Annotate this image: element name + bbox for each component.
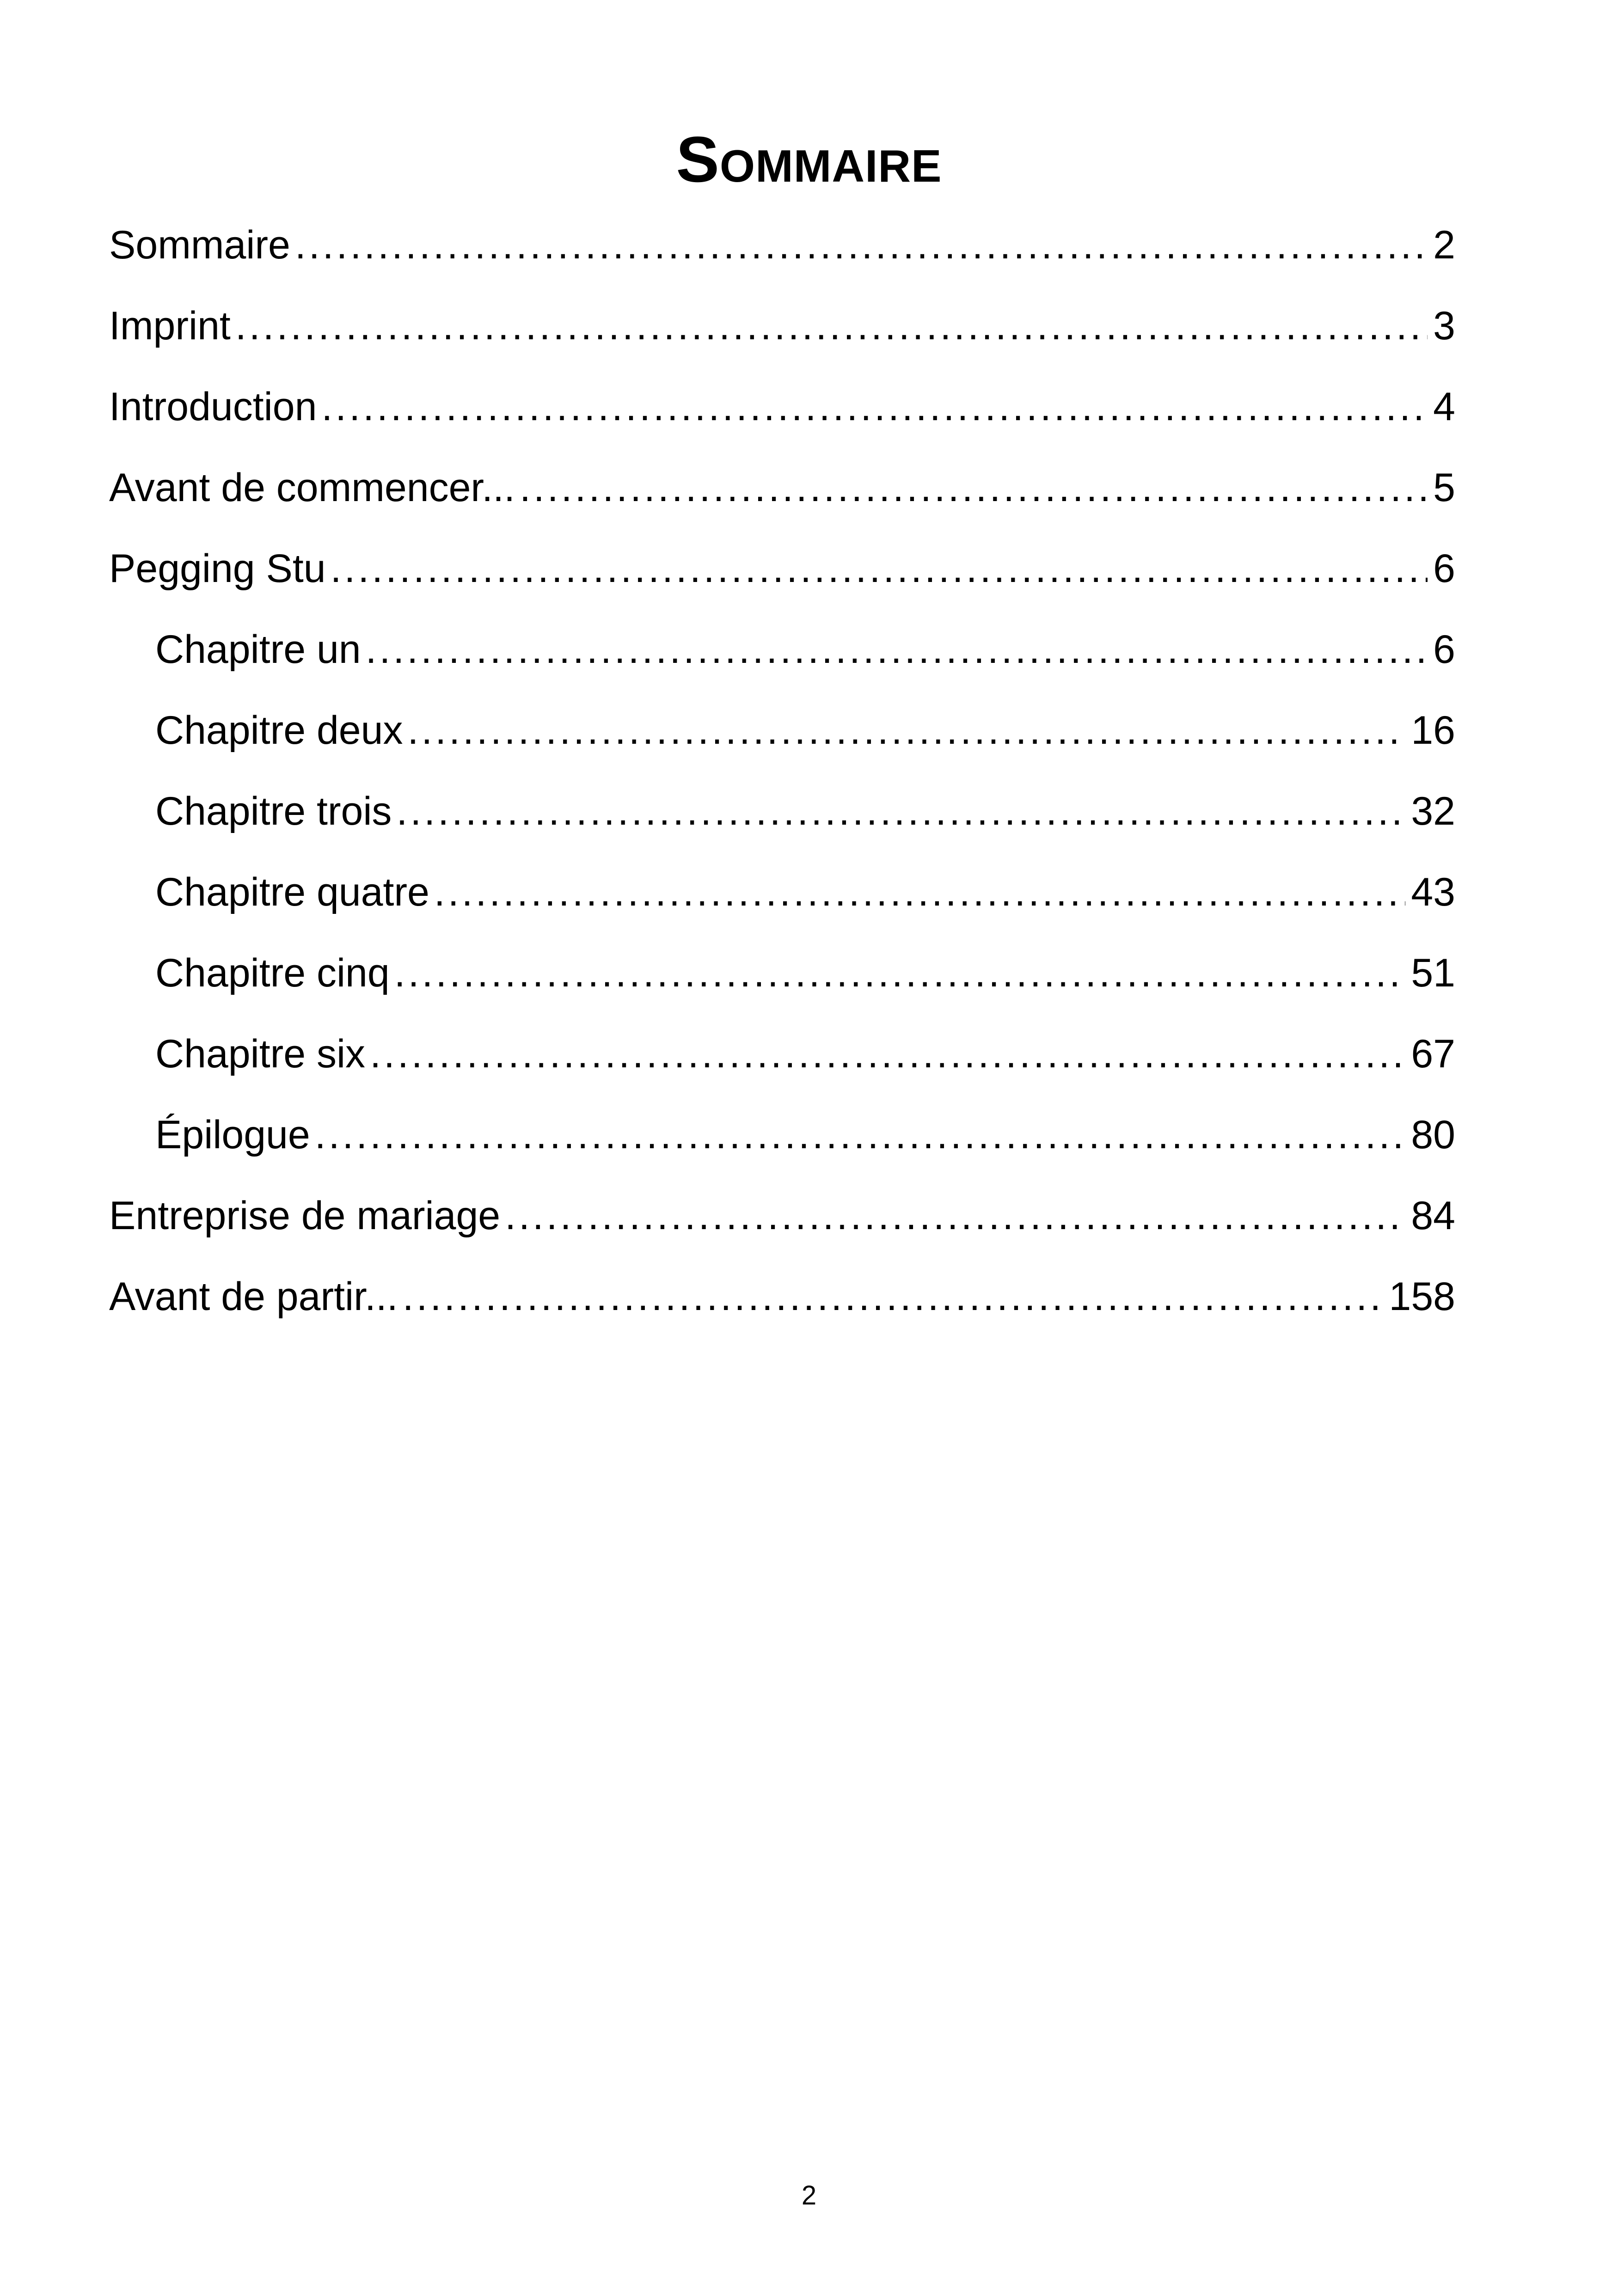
toc-entry-label: Chapitre cinq bbox=[155, 951, 390, 995]
toc-entry-chapitre-quatre[interactable] bbox=[155, 864, 1455, 920]
page-title: Sommaire bbox=[676, 123, 942, 196]
dot-leader bbox=[331, 541, 1428, 596]
toc-entry-label: Chapitre six bbox=[155, 1032, 366, 1076]
toc-entry-sommaire[interactable] bbox=[109, 217, 1455, 273]
toc-entry-label: Imprint bbox=[109, 304, 231, 348]
toc-entry-chapitre-six[interactable] bbox=[155, 1026, 1455, 1082]
toc-entry-entreprise-de-mariage[interactable] bbox=[109, 1188, 1455, 1243]
toc-entry-chapitre-cinq[interactable] bbox=[155, 945, 1455, 1001]
toc-entry-label: Pegging Stu bbox=[109, 546, 326, 591]
dot-leader bbox=[505, 1188, 1405, 1243]
toc-entry-page: 80 bbox=[1411, 1113, 1455, 1157]
dot-leader bbox=[407, 703, 1405, 758]
toc-entry-label: Épilogue bbox=[155, 1113, 310, 1157]
page-number: 2 bbox=[801, 2180, 817, 2210]
toc-entry-page: 3 bbox=[1433, 304, 1455, 348]
toc-entry-label: Chapitre un bbox=[155, 627, 361, 672]
toc-entry-avant-de-commencer[interactable] bbox=[109, 460, 1455, 515]
toc-entry-chapitre-trois[interactable] bbox=[155, 784, 1455, 839]
toc-entry-page: 2 bbox=[1433, 223, 1455, 267]
toc-entry-label: Avant de partir... bbox=[109, 1274, 398, 1319]
dot-leader bbox=[394, 945, 1406, 1001]
dot-leader bbox=[370, 1026, 1405, 1082]
toc-entry-page: 32 bbox=[1411, 789, 1455, 833]
dot-leader bbox=[434, 864, 1406, 920]
dot-leader bbox=[295, 217, 1428, 273]
toc-entry-label: Entreprise de mariage bbox=[109, 1194, 501, 1238]
dot-leader bbox=[235, 298, 1428, 354]
toc-entry-label: Introduction bbox=[109, 385, 317, 429]
toc-entry-label: Chapitre deux bbox=[155, 708, 403, 753]
toc-entry-chapitre-un[interactable] bbox=[155, 622, 1455, 677]
dot-leader bbox=[403, 1269, 1384, 1324]
toc-entry-page: 16 bbox=[1411, 708, 1455, 753]
toc-entry-page: 51 bbox=[1411, 951, 1455, 995]
toc-entry-label: Chapitre trois bbox=[155, 789, 392, 833]
toc-entry-page: 4 bbox=[1433, 385, 1455, 429]
toc-entry-page: 5 bbox=[1433, 465, 1455, 510]
dot-leader bbox=[321, 379, 1428, 435]
toc-entry-page: 6 bbox=[1433, 627, 1455, 672]
toc-entry-imprint[interactable] bbox=[109, 298, 1455, 354]
dot-leader bbox=[366, 622, 1428, 677]
toc-entry-introduction[interactable] bbox=[109, 379, 1455, 435]
toc-entry-page: 6 bbox=[1433, 546, 1455, 591]
toc-entry-label: Chapitre quatre bbox=[155, 870, 429, 914]
toc-entry-page: 158 bbox=[1389, 1274, 1455, 1319]
toc-entry-avant-de-partir[interactable] bbox=[109, 1269, 1455, 1324]
toc-entry-chapitre-deux[interactable] bbox=[155, 703, 1455, 758]
toc-entry-label: Avant de commencer... bbox=[109, 465, 515, 510]
toc-entry-page: 43 bbox=[1411, 870, 1455, 914]
dot-leader bbox=[520, 460, 1428, 515]
toc-entry-page: 84 bbox=[1411, 1194, 1455, 1238]
dot-leader bbox=[315, 1107, 1406, 1163]
toc-entry-epilogue[interactable] bbox=[155, 1107, 1455, 1163]
toc-entry-label: Sommaire bbox=[109, 223, 290, 267]
toc-entry-pegging-stu[interactable] bbox=[109, 541, 1455, 596]
toc-entry-page: 67 bbox=[1411, 1032, 1455, 1076]
dot-leader bbox=[396, 784, 1405, 839]
